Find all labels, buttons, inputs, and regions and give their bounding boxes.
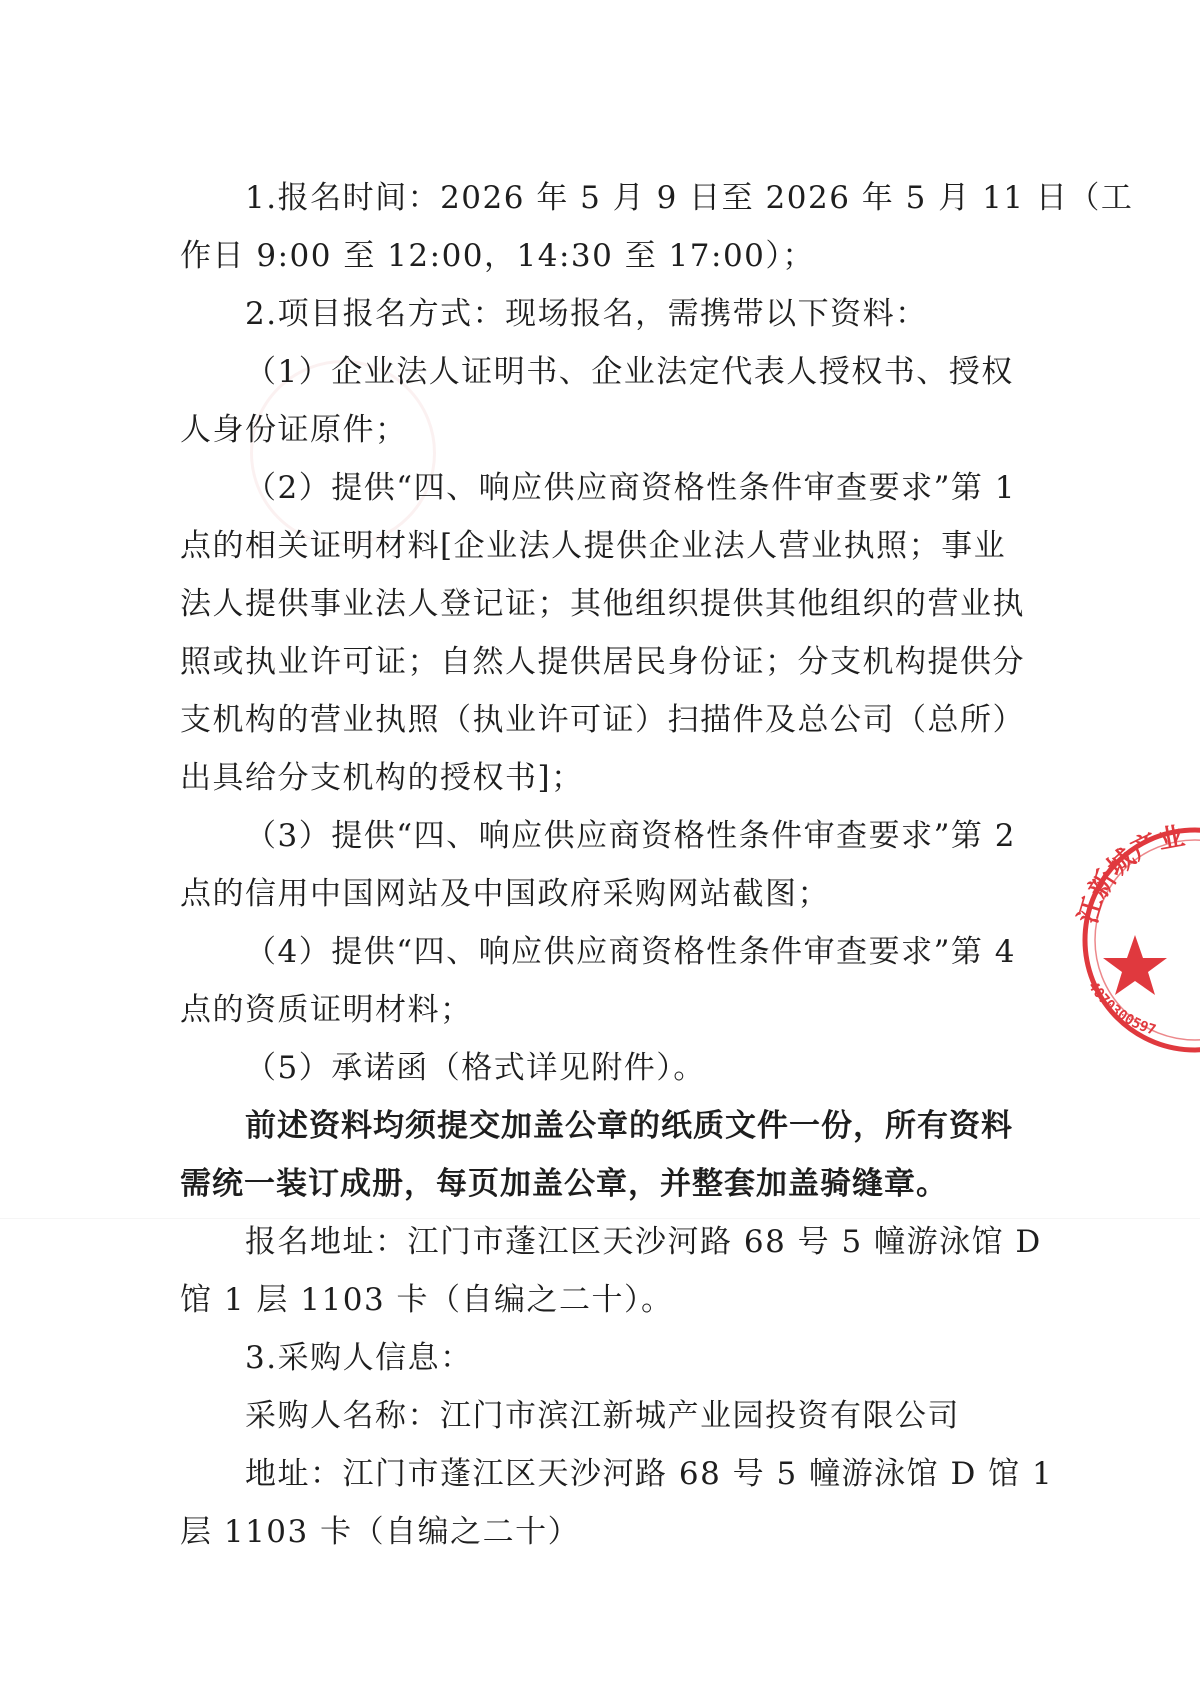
text-line-15: 点的资质证明材料；: [180, 992, 473, 1028]
text-line-24: 层 1103 卡（自编之二十）: [180, 1514, 581, 1550]
text-line-18-bold: 需统一装订成册，每页加盖公章，并整套加盖骑缝章。: [180, 1166, 948, 1202]
text-line-22: 采购人名称：江门市滨江新城产业园投资有限公司: [245, 1398, 960, 1434]
text-line-12: （3）提供“四、响应供应商资格性条件审查要求”第 2: [245, 818, 1016, 854]
text-line-9: 照或执业许可证；自然人提供居民身份证；分支机构提供分: [180, 644, 1025, 680]
text-line-10: 支机构的营业执照（执业许可证）扫描件及总公司（总所）: [180, 702, 1025, 738]
text-line-20: 馆 1 层 1103 卡（自编之二十）。: [180, 1282, 674, 1318]
text-line-1: 1.报名时间：2026 年 5 月 9 日至 2026 年 5 月 11 日（工: [245, 180, 1134, 216]
text-line-4: （1）企业法人证明书、企业法定代表人授权书、授权: [245, 354, 1014, 390]
text-line-19: 报名地址：江门市蓬江区天沙河路 68 号 5 幢游泳馆 D: [245, 1224, 1042, 1260]
text-line-6: （2）提供“四、响应供应商资格性条件审查要求”第 1: [245, 470, 1016, 506]
text-line-11: 出具给分支机构的授权书]；: [180, 760, 584, 796]
company-seal-stamp: [1070, 820, 1200, 1060]
seal-arc-text: 江新城产业: [1073, 821, 1188, 928]
text-line-14: （4）提供“四、响应供应商资格性条件审查要求”第 4: [245, 934, 1016, 970]
text-line-17-bold: 前述资料均须提交加盖公章的纸质文件一份，所有资料: [245, 1108, 1013, 1144]
text-line-8: 法人提供事业法人登记证；其他组织提供其他组织的营业执: [180, 586, 1025, 622]
seal-star-icon: [1103, 935, 1167, 995]
seal-code-text: 4070300597: [1084, 978, 1158, 1039]
text-line-7: 点的相关证明材料[企业法人提供企业法人营业执照；事业: [180, 528, 1007, 564]
text-line-2: 作日 9:00 至 12:00，14:30 至 17:00）；: [180, 238, 815, 274]
text-line-16: （5）承诺函（格式详见附件）。: [245, 1050, 706, 1086]
text-line-3: 2.项目报名方式：现场报名，需携带以下资料：: [245, 296, 928, 332]
text-line-5: 人身份证原件；: [180, 412, 408, 448]
text-line-21: 3.采购人信息：: [245, 1340, 473, 1376]
page-fold-line: [0, 1218, 1200, 1219]
text-line-23: 地址：江门市蓬江区天沙河路 68 号 5 幢游泳馆 D 馆 1: [245, 1456, 1054, 1492]
text-line-13: 点的信用中国网站及中国政府采购网站截图；: [180, 876, 830, 912]
